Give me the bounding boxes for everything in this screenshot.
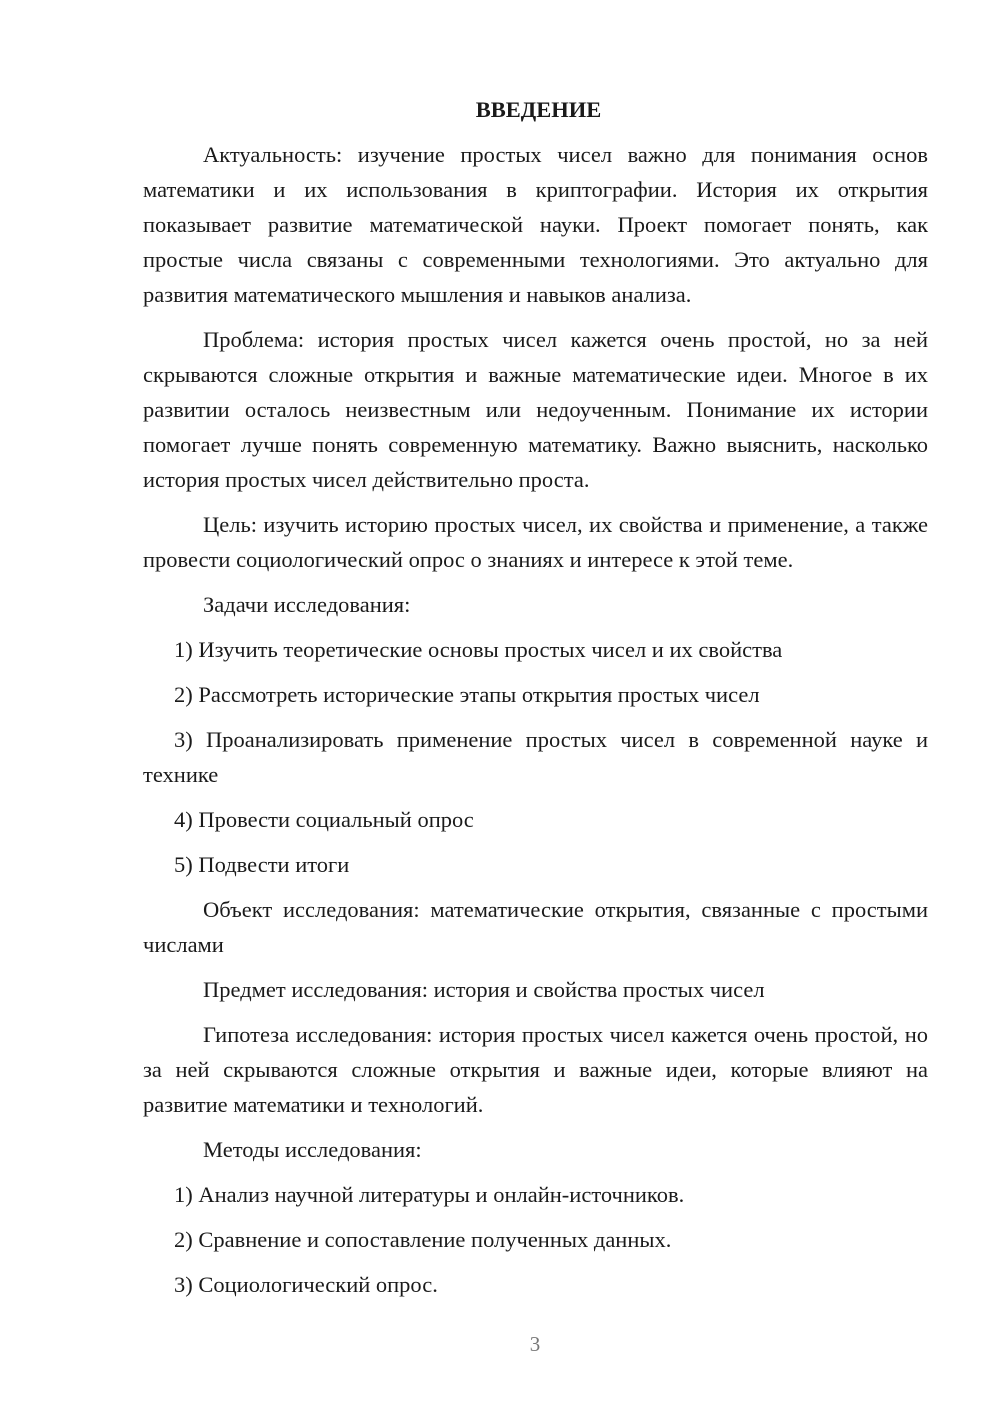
section-title: ВВЕДЕНИЕ xyxy=(475,97,602,122)
tasks-heading: Задачи исследования: xyxy=(203,592,411,617)
paragraph-goal: Цель: изучить историю простых чисел, их свойства и применение, а также провести социологический опрос о знаниях и интересе к этой теме. xyxy=(143,512,928,572)
method-item-1: 1) Анализ научной литературы и онлайн-источников. xyxy=(174,1182,685,1207)
paragraph-hypothesis: Гипотеза исследования: история простых чисел кажется очень простой, но за ней скрываются сложные открытия и важные идеи, которые влияют на развитие математики и технологий. xyxy=(143,1022,928,1117)
paragraph-subject: Предмет исследования: история и свойства простых чисел xyxy=(203,977,765,1002)
task-item-2: 2) Рассмотреть исторические этапы открытия простых чисел xyxy=(174,682,760,707)
task-item-5: 5) Подвести итоги xyxy=(174,852,350,877)
paragraph-problem: Проблема: история простых чисел кажется очень простой, но за ней скрываются сложные открытия и важные математические идеи. Многое в их развитии осталось неизвестным или недоученным. Понимание их истории помогает лучше понять современную математику. Важно выяснить, насколько история простых чисел действительно проста. xyxy=(143,327,928,492)
task-item-1: 1) Изучить теоретические основы простых чисел и их свойства xyxy=(174,637,783,662)
paragraph-object: Объект исследования: математические открытия, связанные с простыми числами xyxy=(143,897,928,957)
methods-heading: Методы исследования: xyxy=(203,1137,422,1162)
page-content xyxy=(143,92,928,1312)
task-item-4: 4) Провести социальный опрос xyxy=(174,807,474,832)
page-number: 3 xyxy=(529,1332,541,1356)
method-item-2: 2) Сравнение и сопоставление полученных данных. xyxy=(174,1227,672,1252)
task-item-3: 3) Проанализировать применение простых чисел в современной науке и технике xyxy=(143,727,928,787)
paragraph-relevance: Актуальность: изучение простых чисел важно для понимания основ математики и их использования в криптографии. История их открытия показывает развитие математической науки. Проект помогает понять, как простые числа связаны с современными технологиями. Это актуально для развития математического мышления и навыков анализа. xyxy=(143,142,928,307)
method-item-3: 3) Социологический опрос. xyxy=(174,1272,438,1297)
